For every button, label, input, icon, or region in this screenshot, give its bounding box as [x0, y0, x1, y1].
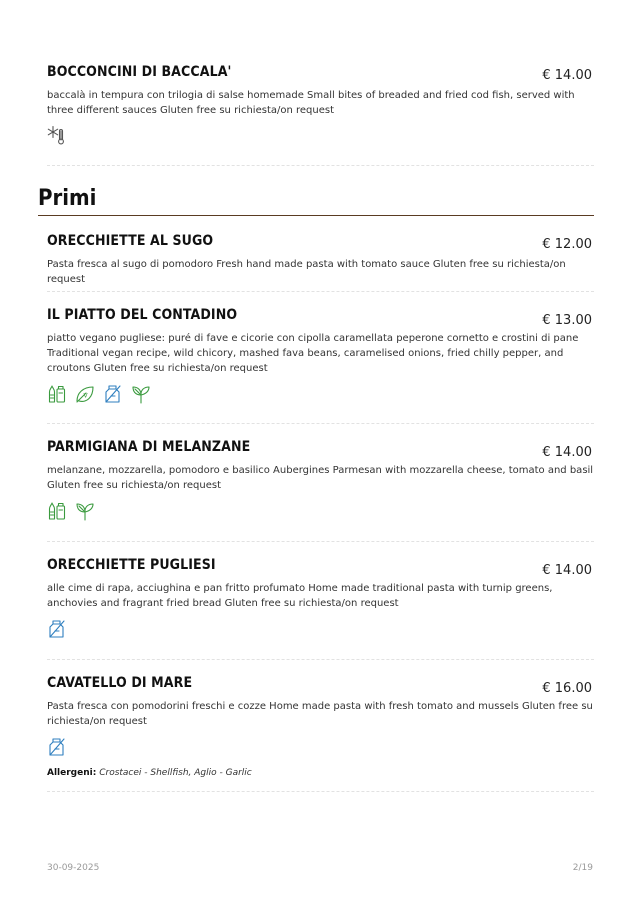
footer-date: 30-09-2025	[47, 863, 100, 873]
vegetarian-icon	[47, 501, 67, 521]
menu-item	[47, 307, 594, 412]
menu-item	[47, 675, 594, 785]
item-description: piatto vegano pugliese: puré di fave e cicorie con cipolla caramellata peperone cornetto e crostini di pane Traditional vegan recipe, wild chicory, mashed fava beans, caramelised onions, fried chilly pepper, and croutons Gluten free su richiesta/on request	[47, 333, 579, 374]
item-name: IL PIATTO DEL CONTADINO	[47, 307, 238, 323]
vegetarian-icon	[47, 384, 67, 404]
item-price: € 13.00	[542, 313, 592, 328]
allergens-value: Crostacei - Shellfish, Aglio - Garlic	[99, 768, 252, 778]
item-name: PARMIGIANA DI MELANZANE	[47, 439, 251, 455]
item-price: € 16.00	[542, 681, 592, 696]
item-name: ORECCHIETTE PUGLIESI	[47, 557, 216, 573]
dietary-icons	[47, 737, 67, 757]
dietary-icons	[47, 619, 67, 639]
item-description: Pasta fresca al sugo di pomodoro Fresh hand made pasta with tomato sauce Gluten free su richiesta/on request	[47, 259, 566, 285]
page-number: 2/19	[572, 863, 593, 873]
menu-item	[47, 439, 594, 529]
dietary-icons	[47, 384, 151, 404]
lactose-free-icon	[47, 737, 67, 757]
item-name: ORECCHIETTE AL SUGO	[47, 233, 214, 249]
dietary-icons	[47, 501, 95, 521]
item-price: € 14.00	[542, 68, 592, 83]
item-description: Pasta fresca con pomodorini freschi e cozze Home made pasta with fresh tomato and mussels Gluten free su richiesta/on request	[47, 701, 593, 727]
lactose-free-icon	[103, 384, 123, 404]
section-title: Primi	[38, 186, 97, 211]
menu-item	[47, 64, 594, 154]
plant-based-icon	[131, 384, 151, 404]
menu-item	[47, 233, 594, 283]
plant-based-icon	[75, 501, 95, 521]
item-divider	[47, 659, 594, 660]
item-price: € 12.00	[542, 237, 592, 252]
item-description: baccalà in tempura con trilogia di salse homemade Small bites of breaded and fried cod fish, served with three different sauces Gluten free su richiesta/on request	[47, 90, 575, 116]
item-name: CAVATELLO DI MARE	[47, 675, 193, 691]
vegan-icon	[75, 384, 95, 404]
section-rule	[38, 215, 594, 216]
item-price: € 14.00	[542, 563, 592, 578]
item-divider	[47, 423, 594, 424]
item-description: melanzane, mozzarella, pomodoro e basilico Aubergines Parmesan with mozzarella cheese, tomato and basil Gluten free su richiesta/on request	[47, 465, 594, 491]
menu-item	[47, 557, 594, 647]
item-description: alle cime di rapa, acciughina e pan fritto profumato Home made traditional pasta with turnip greens, anchovies and fragrant fried bread Gluten free su richiesta/on request	[47, 583, 553, 609]
item-name: BOCCONCINI DI BACCALA'	[47, 64, 232, 80]
allergens-label: Allergeni:	[47, 768, 97, 778]
frozen-icon	[47, 125, 67, 145]
item-divider	[47, 541, 594, 542]
item-divider	[47, 165, 594, 166]
dietary-icons	[47, 125, 67, 145]
allergens	[47, 768, 252, 778]
item-price: € 14.00	[542, 445, 592, 460]
item-divider	[47, 291, 594, 292]
lactose-free-icon	[47, 619, 67, 639]
item-divider	[47, 791, 594, 792]
